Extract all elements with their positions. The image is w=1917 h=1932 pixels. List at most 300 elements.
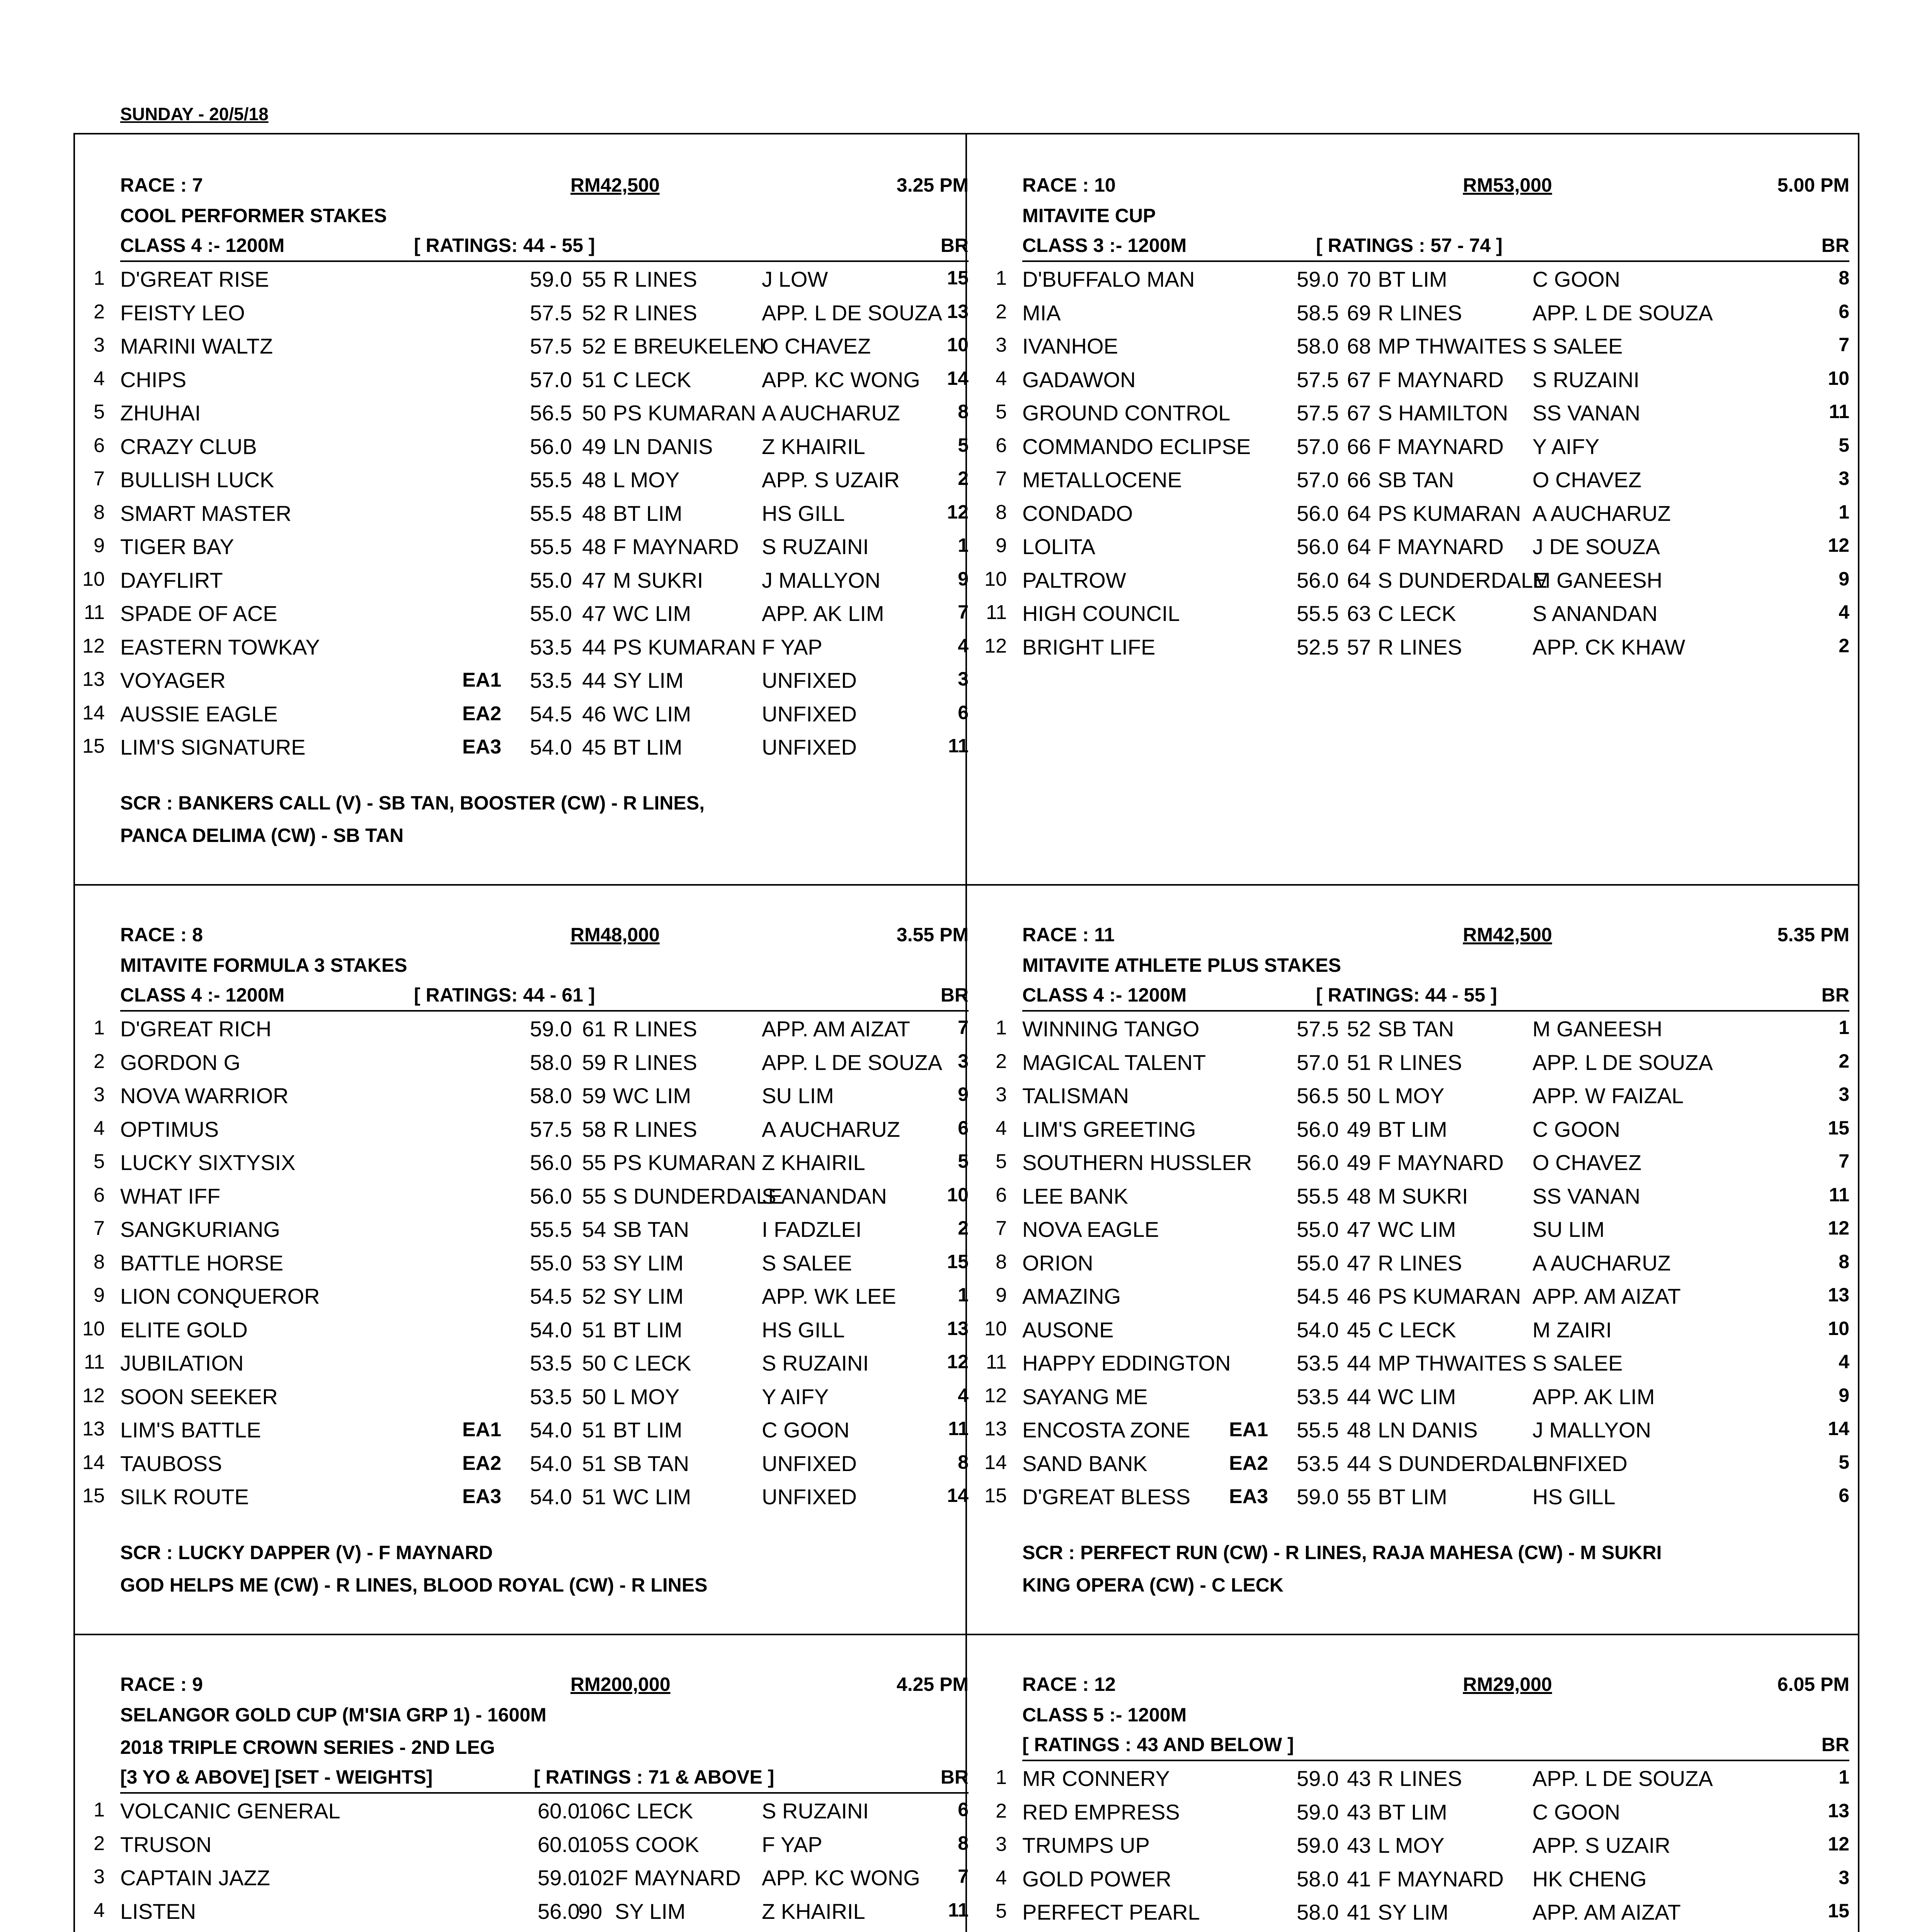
trainer: MP THWAITES	[1378, 1351, 1527, 1375]
runner-number: 8	[94, 1250, 105, 1273]
trainer: SY LIM	[613, 668, 684, 692]
runner-row	[94, 1112, 969, 1146]
rating: 46	[1347, 1284, 1371, 1308]
runner-row	[94, 329, 969, 362]
barrier: 10	[1828, 1317, 1849, 1339]
trainer: R LINES	[1378, 634, 1462, 659]
runner-row	[996, 296, 1849, 329]
barrier: 1	[1839, 1017, 1849, 1038]
race-header	[120, 916, 969, 949]
race-class-line	[120, 981, 969, 1012]
jockey: A AUCHARUZ	[762, 1117, 900, 1141]
runner-row	[996, 1078, 1849, 1112]
weight: 59.0	[530, 1017, 572, 1041]
jockey: Y AIFY	[762, 1384, 829, 1409]
jockey: M GANEESH	[1532, 1017, 1663, 1041]
trainer: R LINES	[1378, 1050, 1462, 1075]
runner-number: 2	[996, 1799, 1007, 1822]
runner-number: 10	[984, 1317, 1007, 1340]
runner-row	[82, 1446, 969, 1480]
barrier: 2	[958, 1217, 969, 1239]
weight: 56.5	[1297, 1083, 1339, 1108]
weight: 58.0	[1297, 1900, 1339, 1924]
runner-number: 7	[996, 1217, 1007, 1240]
weight: 57.0	[1297, 1050, 1339, 1075]
trainer: PS KUMARAN	[613, 1150, 756, 1175]
runner-row	[996, 362, 1849, 396]
trainer: BT LIM	[1378, 1117, 1447, 1141]
runner-number: 3	[94, 1866, 105, 1888]
runner-number: 1	[996, 1017, 1007, 1039]
runner-row	[996, 1246, 1849, 1279]
runner-number: 12	[82, 1384, 105, 1407]
runner-number: 2	[996, 300, 1007, 323]
runner-number: 1	[996, 267, 1007, 289]
runner-number: 15	[82, 735, 105, 757]
runner-row	[996, 1279, 1849, 1313]
jockey: Z KHAIRIL	[762, 434, 865, 459]
scratchings	[120, 787, 969, 852]
trainer: WC LIM	[613, 601, 691, 626]
barrier: 15	[947, 1250, 969, 1272]
race-block	[82, 166, 969, 852]
rating: 64	[1347, 534, 1371, 559]
barrier: 5	[958, 434, 969, 456]
rating: 47	[1347, 1217, 1371, 1242]
barrier: 4	[1839, 1351, 1849, 1372]
barrier: 6	[958, 1799, 969, 1820]
weight: 59.0	[538, 1866, 580, 1890]
jockey: HK CHENG	[1532, 1866, 1647, 1891]
barrier: 11	[948, 735, 969, 757]
race-time: 3.55 PM	[896, 924, 969, 946]
race-header	[120, 1665, 969, 1699]
runner-row	[94, 1078, 969, 1112]
runner-number: 7	[996, 468, 1007, 490]
horse-name: SANGKURIANG	[120, 1217, 280, 1242]
runner-row	[84, 1346, 969, 1379]
runner-number: 2	[94, 300, 105, 323]
barrier: 7	[958, 1866, 969, 1887]
trainer: C LECK	[613, 367, 691, 392]
race-block	[996, 1665, 1849, 1932]
trainer: F MAYNARD	[1378, 367, 1504, 392]
barrier: 1	[958, 534, 969, 556]
rating: 49	[1347, 1117, 1371, 1141]
horse-name: CHIPS	[120, 367, 187, 392]
jockey: J DE SOUZA	[1532, 534, 1660, 559]
runner-row	[996, 1179, 1849, 1213]
barrier-header: BR	[940, 1766, 969, 1788]
barrier: 7	[958, 1017, 969, 1038]
trainer: F MAYNARD	[615, 1866, 741, 1890]
jockey: UNFIXED	[1532, 1451, 1628, 1476]
runner-number: 9	[94, 1284, 105, 1306]
rating: 64	[1347, 501, 1371, 526]
jockey: APP. KC WONG	[762, 1866, 920, 1890]
barrier: 2	[1839, 634, 1849, 656]
horse-name: BRIGHT LIFE	[1022, 634, 1156, 659]
rating: 102	[578, 1866, 615, 1890]
runner-number: 3	[996, 1833, 1007, 1855]
jockey: SU LIM	[762, 1083, 834, 1108]
weight: 59.0	[1297, 1485, 1339, 1509]
trainer: C LECK	[613, 1351, 691, 1375]
trainer: S HAMILTON	[1378, 401, 1508, 425]
runner-row	[82, 1313, 969, 1346]
runner-number: 6	[94, 1184, 105, 1206]
rating: 48	[1347, 1418, 1371, 1442]
race-class: [3 YO & ABOVE] [SET - WEIGHTS]	[120, 1766, 433, 1788]
rating: 51	[582, 367, 606, 392]
barrier: 12	[1828, 1217, 1849, 1239]
emergency-acceptor-tag: EA2	[1229, 1452, 1268, 1475]
trainer: S DUNDERDALE	[613, 1184, 783, 1208]
runner-row	[996, 1012, 1849, 1045]
jockey: Z KHAIRIL	[762, 1899, 865, 1923]
runner-number: 12	[984, 1384, 1007, 1407]
runner-number: 2	[94, 1832, 105, 1855]
weight: 53.5	[1297, 1451, 1339, 1476]
horse-name: LISTEN	[120, 1899, 196, 1923]
race-class-line	[1022, 981, 1849, 1012]
jockey: APP. L DE SOUZA	[762, 1050, 942, 1075]
runner-number: 9	[94, 534, 105, 557]
weight: 59.0	[1297, 267, 1339, 291]
horse-name: WINNING TANGO	[1022, 1017, 1200, 1041]
barrier: 7	[1839, 1150, 1849, 1172]
barrier: 15	[947, 267, 969, 289]
trainer: BT LIM	[613, 1418, 683, 1442]
race-title: MITAVITE FORMULA 3 STAKES	[120, 954, 407, 976]
race-header	[1022, 166, 1849, 199]
barrier: 4	[958, 1384, 969, 1406]
trainer: L MOY	[613, 468, 680, 492]
race-number: RACE : 10	[1022, 174, 1116, 196]
jockey: APP. WK LEE	[762, 1284, 896, 1308]
trainer: BT LIM	[1378, 1799, 1447, 1824]
horse-name: IVANHOE	[1022, 334, 1118, 358]
rating: 45	[582, 735, 606, 759]
rating: 105	[578, 1832, 615, 1857]
rating: 55	[582, 1150, 606, 1175]
barrier: 8	[1839, 267, 1849, 289]
runner-row	[94, 529, 969, 563]
rating: 47	[1347, 1250, 1371, 1275]
runner-row	[94, 1012, 969, 1045]
horse-name: JUBILATION	[120, 1351, 244, 1375]
horse-name: MIA	[1022, 300, 1061, 325]
runner-row	[94, 1861, 969, 1894]
race-block	[82, 916, 969, 1601]
jockey: C GOON	[1532, 267, 1621, 291]
runner-row	[94, 1179, 969, 1213]
horse-name: SOON SEEKER	[120, 1384, 278, 1409]
scratchings	[120, 1536, 969, 1601]
runner-number: 5	[94, 401, 105, 423]
trainer: PS KUMARAN	[1378, 1284, 1521, 1308]
runner-row	[996, 1795, 1849, 1828]
runner-row	[996, 529, 1849, 563]
trainer: PS KUMARAN	[613, 634, 756, 659]
horse-name: MARINI WALTZ	[120, 334, 273, 358]
horse-name: CAPTAIN JAZZ	[120, 1866, 270, 1890]
trainer: BT LIM	[1378, 1485, 1447, 1509]
race-class: CLASS 4 :- 1200M	[1022, 984, 1187, 1006]
horse-name: LIM'S SIGNATURE	[120, 735, 306, 759]
race-number: RACE : 8	[120, 924, 203, 946]
rating: 106	[578, 1799, 615, 1823]
rating: 66	[1347, 434, 1371, 459]
rating: 55	[1347, 1485, 1371, 1509]
trainer: SB TAN	[1378, 1017, 1454, 1041]
horse-name: TAUBOSS	[120, 1451, 222, 1476]
runner-row	[94, 1827, 969, 1861]
race-title: SELANGOR GOLD CUP (M'SIA GRP 1) - 1600M	[120, 1704, 546, 1726]
weight: 57.5	[530, 300, 572, 325]
horse-name: TIGER BAY	[120, 534, 234, 559]
weight: 53.5	[1297, 1351, 1339, 1375]
runner-row	[94, 429, 969, 463]
horse-name: EASTERN TOWKAY	[120, 634, 320, 659]
barrier: 13	[947, 1317, 969, 1339]
horse-name: LIM'S BATTLE	[120, 1418, 261, 1442]
rating: 51	[582, 1485, 606, 1509]
weight: 57.0	[1297, 468, 1339, 492]
race-title: CLASS 5 :- 1200M	[1022, 1704, 1187, 1726]
rating: 44	[1347, 1384, 1371, 1409]
race-ratings: [ RATINGS: 44 - 55 ]	[1316, 984, 1497, 1006]
runner-row	[94, 1794, 969, 1827]
runner-row	[94, 362, 969, 396]
weight: 56.0	[530, 1184, 572, 1208]
race-header	[1022, 1665, 1849, 1699]
race-number: RACE : 9	[120, 1673, 203, 1695]
trainer: BT LIM	[613, 1317, 683, 1342]
horse-name: GORDON G	[120, 1050, 241, 1075]
runner-row	[996, 329, 1849, 362]
trainer: SY LIM	[613, 1250, 684, 1275]
jockey: APP. L DE SOUZA	[1532, 1050, 1713, 1075]
runner-row	[94, 262, 969, 296]
runner-number: 5	[996, 1900, 1007, 1922]
horse-name: VOLCANIC GENERAL	[120, 1799, 340, 1823]
jockey: O CHAVEZ	[1532, 1150, 1642, 1175]
runner-row	[996, 1828, 1849, 1862]
runner-row	[82, 1480, 969, 1513]
trainer: E BREUKELEN	[613, 334, 765, 358]
barrier: 11	[1829, 1184, 1849, 1206]
horse-name: D'GREAT RISE	[120, 267, 269, 291]
horse-name: SAND BANK	[1022, 1451, 1147, 1476]
runner-row	[984, 1446, 1849, 1480]
jockey: APP. AK LIM	[762, 601, 884, 626]
race-prize: RM53,000	[1463, 174, 1552, 196]
runner-row	[94, 396, 969, 429]
race-number: RACE : 11	[1022, 924, 1115, 946]
trainer: C LECK	[615, 1799, 693, 1823]
barrier: 14	[1828, 1418, 1849, 1439]
runner-number: 15	[984, 1485, 1007, 1507]
rating: 41	[1347, 1900, 1371, 1924]
jockey: M GANEESH	[1532, 568, 1663, 592]
rating: 67	[1347, 367, 1371, 392]
trainer: F MAYNARD	[1378, 1866, 1504, 1891]
horse-name: METALLOCENE	[1022, 468, 1182, 492]
weight: 56.0	[1297, 1150, 1339, 1175]
weight: 55.5	[530, 1217, 572, 1242]
horse-name: AMAZING	[1022, 1284, 1121, 1308]
runner-number: 10	[984, 568, 1007, 590]
runner-number: 3	[996, 334, 1007, 356]
horse-name: GOLD POWER	[1022, 1866, 1171, 1891]
weight: 54.0	[1297, 1317, 1339, 1342]
race-title: MITAVITE CUP	[1022, 205, 1156, 226]
rating: 58	[582, 1117, 606, 1141]
horse-name: LION CONQUEROR	[120, 1284, 320, 1308]
horse-name: SILK ROUTE	[120, 1485, 249, 1509]
runner-row	[996, 429, 1849, 463]
trainer: L MOY	[1378, 1833, 1445, 1857]
runner-row	[94, 1212, 969, 1246]
horse-name: LOLITA	[1022, 534, 1095, 559]
weight: 55.0	[1297, 1217, 1339, 1242]
barrier: 13	[947, 300, 969, 322]
trainer: WC LIM	[613, 701, 691, 726]
trainer: WC LIM	[613, 1485, 691, 1509]
jockey: HS GILL	[762, 1317, 845, 1342]
weight: 54.0	[530, 1451, 572, 1476]
barrier: 12	[947, 501, 969, 523]
emergency-acceptor-tag: EA2	[462, 1452, 502, 1475]
jockey: SU LIM	[1532, 1217, 1605, 1242]
race-ratings: [ RATINGS: 44 - 61 ]	[414, 984, 595, 1006]
rating: 50	[582, 401, 606, 425]
runner-number: 4	[94, 367, 105, 390]
scratching-line: KING OPERA (CW) - C LECK	[1022, 1574, 1284, 1596]
rating: 41	[1347, 1866, 1371, 1891]
runner-number: 8	[94, 501, 105, 524]
runner-row	[94, 463, 969, 496]
runner-number: 6	[94, 434, 105, 457]
rating: 45	[1347, 1317, 1371, 1342]
race-prize: RM29,000	[1463, 1673, 1552, 1695]
weight: 53.5	[530, 668, 572, 692]
runner-row	[996, 1145, 1849, 1179]
trainer: SB TAN	[613, 1217, 690, 1242]
barrier: 1	[1839, 501, 1849, 523]
runner-number: 14	[82, 701, 105, 724]
jockey: SS VANAN	[1532, 401, 1641, 425]
race-time: 5.35 PM	[1777, 924, 1849, 946]
runner-number: 10	[82, 1317, 105, 1340]
runner-row	[82, 1379, 969, 1413]
runner-row	[996, 1112, 1849, 1146]
barrier: 8	[1839, 1250, 1849, 1272]
runner-number: 3	[94, 334, 105, 356]
jockey: J LOW	[762, 267, 828, 291]
barrier: 14	[947, 367, 969, 389]
barrier: 8	[958, 1832, 969, 1854]
runner-row	[984, 1480, 1849, 1513]
runner-row	[984, 1413, 1849, 1446]
race-prize: RM42,500	[1463, 924, 1552, 946]
runner-number: 4	[94, 1899, 105, 1922]
runner-number: 2	[996, 1050, 1007, 1073]
runner-row	[996, 1862, 1849, 1895]
weight: 53.5	[530, 1351, 572, 1375]
row-divider	[75, 884, 1858, 886]
runner-number: 4	[996, 367, 1007, 390]
runner-number: 12	[82, 634, 105, 657]
horse-name: TRUSON	[120, 1832, 212, 1857]
horse-name: MR CONNERY	[1022, 1766, 1170, 1791]
weight: 54.5	[530, 1284, 572, 1308]
trainer: C LECK	[1378, 1317, 1456, 1342]
runner-number: 1	[94, 1799, 105, 1821]
weight: 58.0	[530, 1050, 572, 1075]
jockey: SS VANAN	[1532, 1184, 1641, 1208]
jockey: F YAP	[762, 1832, 822, 1857]
barrier: 2	[958, 468, 969, 489]
runner-row	[94, 1145, 969, 1179]
weight: 57.0	[1297, 434, 1339, 459]
jockey: UNFIXED	[762, 735, 857, 759]
barrier: 4	[1839, 601, 1849, 623]
weight: 55.5	[530, 501, 572, 526]
race-time: 5.00 PM	[1777, 174, 1849, 196]
rating: 43	[1347, 1799, 1371, 1824]
meeting-date: SUNDAY - 20/5/18	[120, 104, 269, 124]
horse-name: ELITE GOLD	[120, 1317, 248, 1342]
horse-name: FEISTY LEO	[120, 300, 245, 325]
barrier: 6	[1839, 1485, 1849, 1506]
trainer: F MAYNARD	[1378, 1150, 1504, 1175]
emergency-acceptor-tag: EA1	[1229, 1418, 1268, 1441]
scratching-line: GOD HELPS ME (CW) - R LINES, BLOOD ROYAL (CW) - R LINES	[120, 1574, 708, 1596]
runner-number: 6	[996, 434, 1007, 457]
barrier-header: BR	[940, 235, 969, 256]
barrier: 3	[958, 668, 969, 690]
trainer: R LINES	[613, 1050, 697, 1075]
rating: 44	[582, 668, 606, 692]
rating: 68	[1347, 334, 1371, 358]
race-header	[120, 166, 969, 199]
weight: 53.5	[530, 1384, 572, 1409]
race-class-line	[120, 1764, 969, 1794]
barrier: 5	[1839, 1451, 1849, 1473]
runner-row	[94, 1246, 969, 1279]
race-class: CLASS 4 :- 1200M	[120, 984, 285, 1006]
runner-row	[82, 563, 969, 597]
runner-number: 9	[996, 534, 1007, 557]
runner-number: 4	[996, 1866, 1007, 1889]
trainer: BT LIM	[1378, 267, 1447, 291]
jockey: J MALLYON	[762, 568, 881, 592]
runner-number: 13	[82, 668, 105, 690]
barrier: 9	[958, 568, 969, 590]
emergency-acceptor-tag: EA1	[462, 1418, 502, 1441]
rating: 51	[1347, 1050, 1371, 1075]
runner-row	[996, 1212, 1849, 1246]
rating: 54	[582, 1217, 606, 1242]
race-prize: RM200,000	[570, 1673, 671, 1695]
jockey: Y AIFY	[1532, 434, 1600, 459]
runner-row	[984, 630, 1849, 663]
weight: 56.0	[530, 1150, 572, 1175]
barrier: 11	[948, 1418, 969, 1439]
barrier: 2	[1839, 1050, 1849, 1072]
